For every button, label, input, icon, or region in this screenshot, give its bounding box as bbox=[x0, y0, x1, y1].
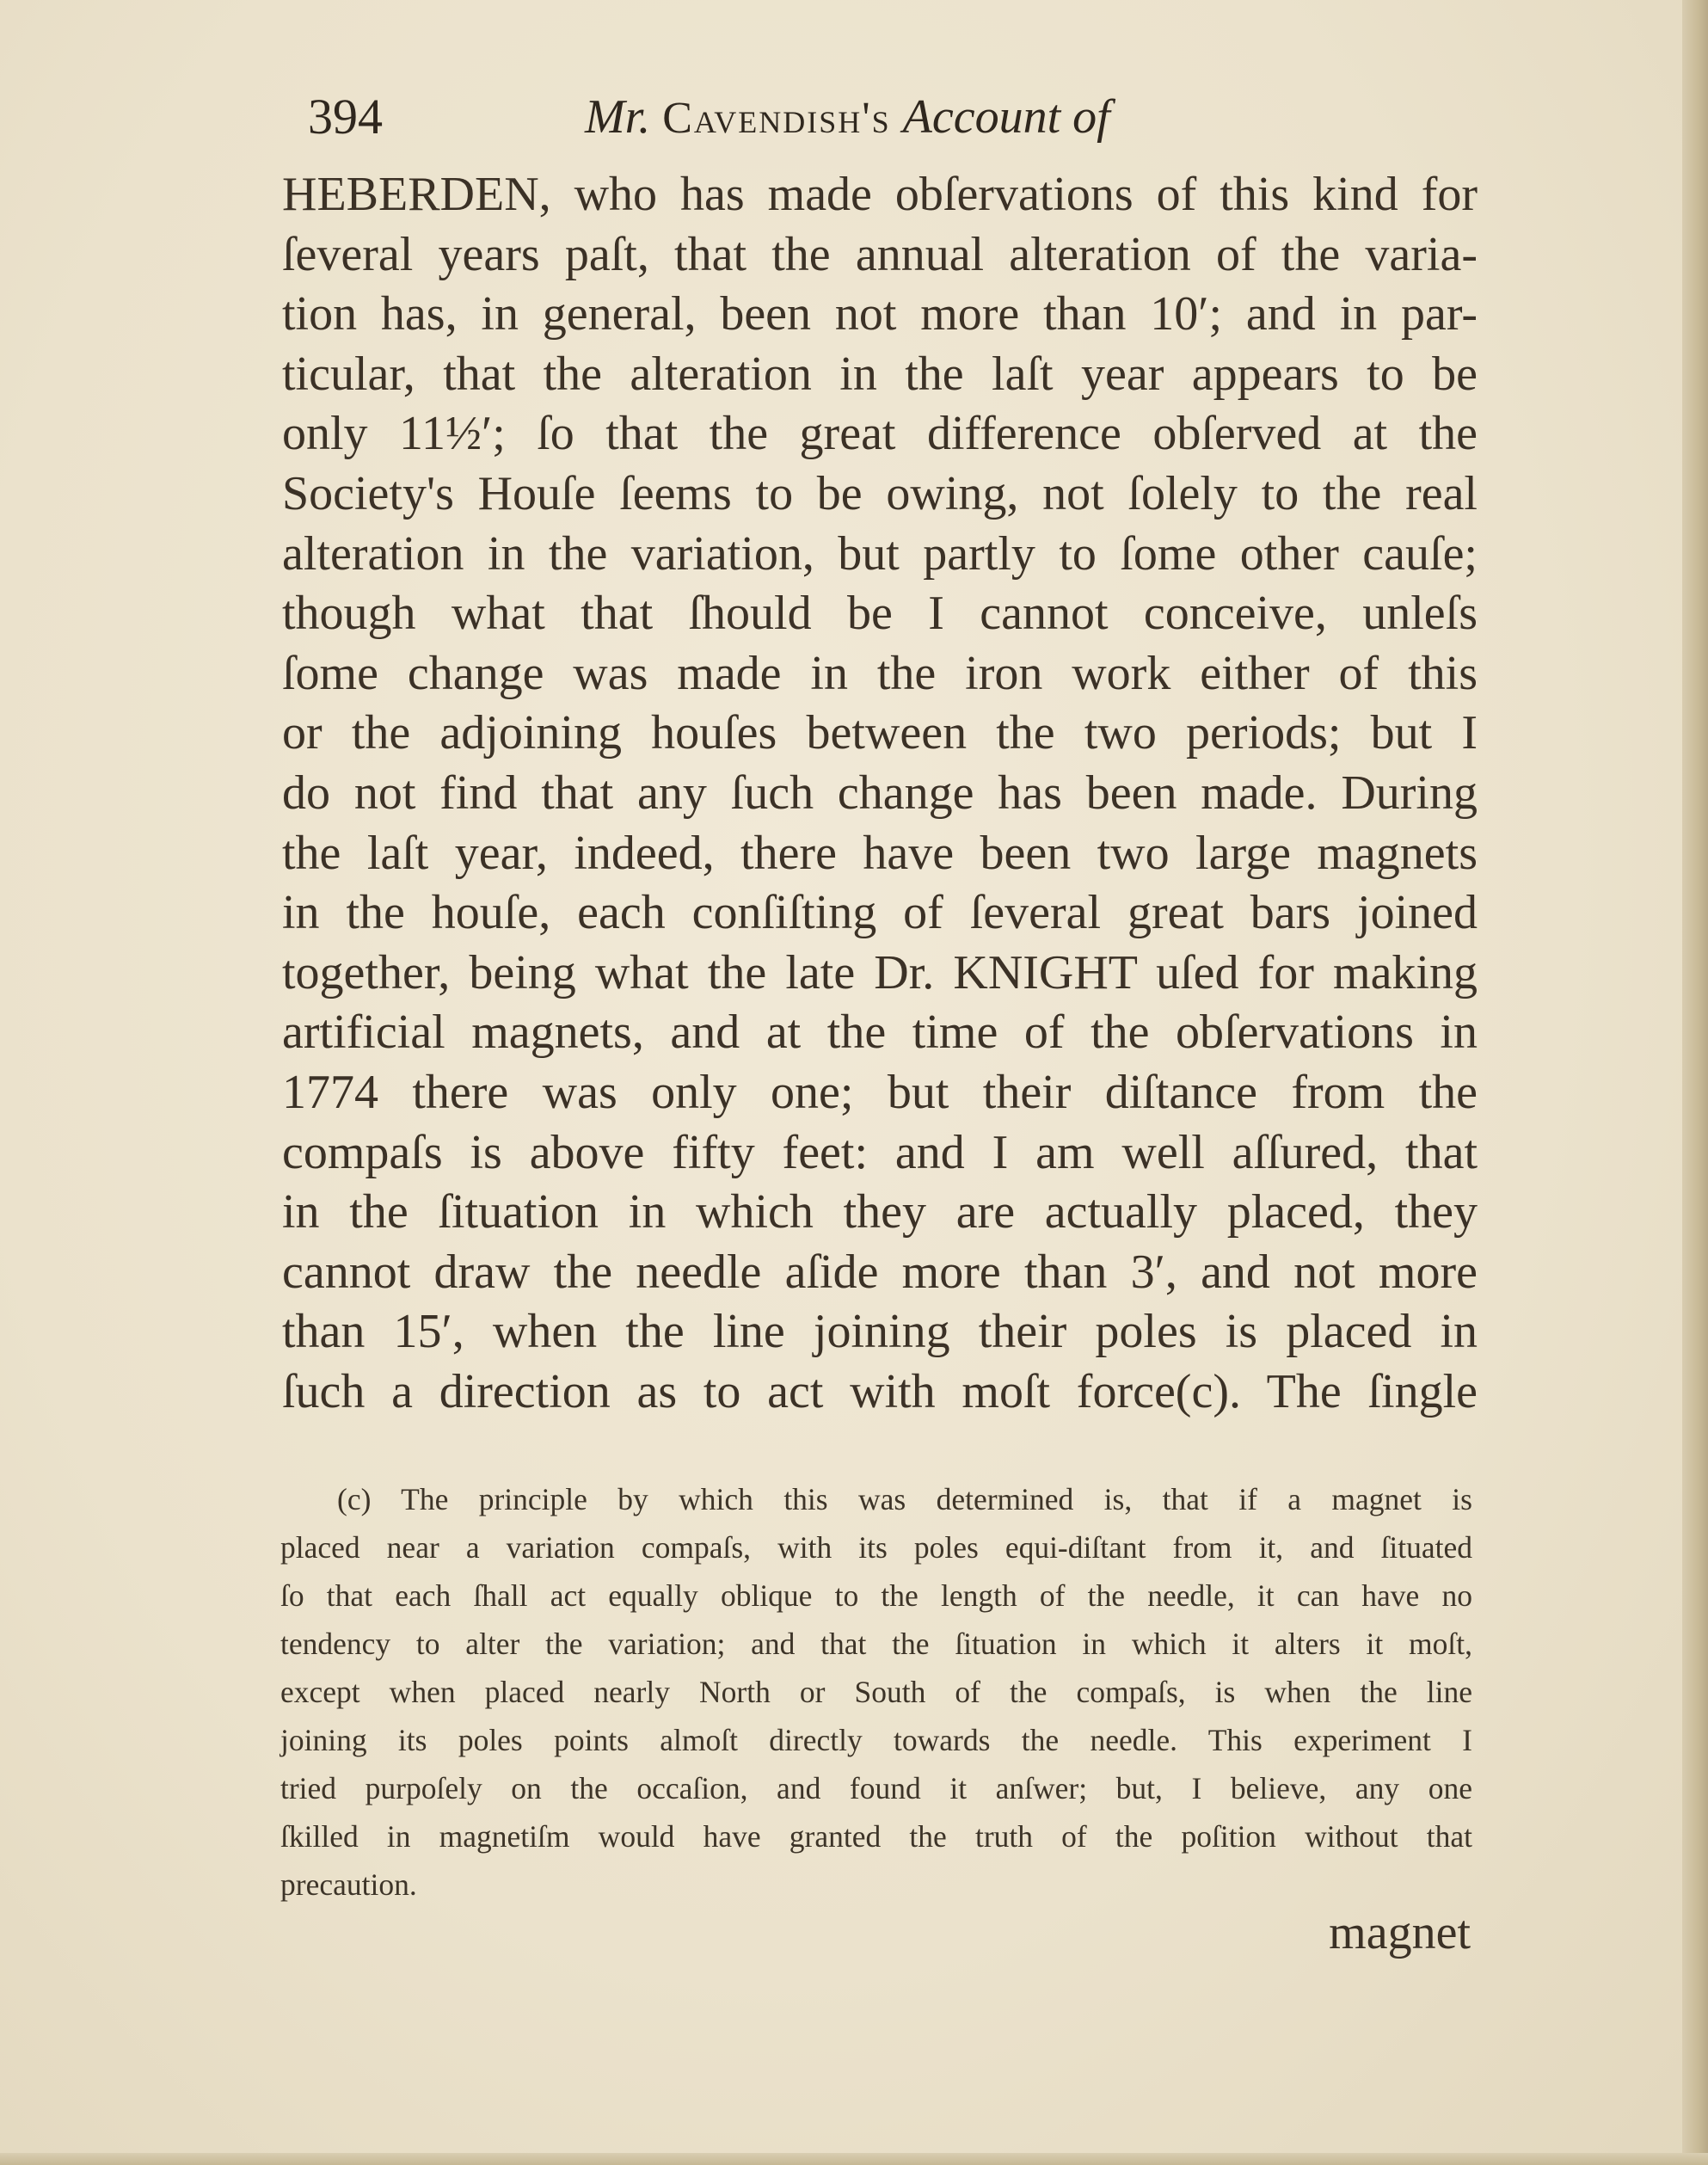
body-line: or the adjoining houſes between the two periods; but I bbox=[282, 706, 1478, 760]
body-line: ſome change was made in the iron work either of this bbox=[282, 646, 1478, 700]
footnote-line: tried purpoſely on the occaſion, and found it anſwer; but, I believe, any one bbox=[280, 1771, 1472, 1805]
body-line: artificial magnets, and at the time of the obſervations in bbox=[282, 1006, 1478, 1060]
footnote-line: ſkilled in magnetiſm would have granted the truth of the poſition without that bbox=[280, 1819, 1472, 1854]
body-line: ſuch a direction as to act with moſt force(c). The ſingle bbox=[282, 1364, 1478, 1418]
body-line: tion has, in general, been not more than 10′; and in par- bbox=[282, 287, 1478, 341]
page-number: 394 bbox=[308, 89, 383, 145]
body-line: Society's Houſe ſeems to be owing, not ſolely to the real bbox=[282, 466, 1478, 520]
body-line: HEBERDEN, who has made obſervations of this kind for bbox=[282, 168, 1478, 221]
body-line: do not find that any ſuch change has been made. During bbox=[282, 766, 1478, 820]
running-head-suffix: Account of bbox=[902, 90, 1110, 144]
body-line: the laſt year, indeed, there have been two large magnets bbox=[282, 826, 1478, 880]
body-line: together, being what the late Dr. KNIGHT uſed for making bbox=[282, 945, 1478, 999]
body-line: ſeveral years paſt, that the annual alteration of the varia- bbox=[282, 227, 1478, 281]
body-line: 1774 there was only one; but their diſtance from the bbox=[282, 1065, 1478, 1119]
catchword: magnet bbox=[1329, 1906, 1471, 1959]
running-head bbox=[585, 83, 1110, 153]
footnote-line: (c) The principle by which this was determined is, that if a magnet is bbox=[337, 1482, 1472, 1516]
footnote-line: tendency to alter the variation; and that the ſituation in which it alters it moſt, bbox=[280, 1627, 1472, 1661]
footnote-line: except when placed nearly North or South of the compaſs, is when the line bbox=[280, 1675, 1472, 1709]
page-edge-right bbox=[1682, 0, 1708, 2165]
body-line: only 11½′; ſo that the great difference obſerved at the bbox=[282, 407, 1478, 461]
body-line: ticular, that the alteration in the laſt year appears to be bbox=[282, 347, 1478, 401]
page-header bbox=[292, 83, 1496, 151]
body-line: though what that ſhould be I cannot conceive, unleſs bbox=[282, 587, 1478, 641]
running-head-name: Cavendish's bbox=[662, 94, 891, 143]
footnote-line: placed near a variation compaſs, with its poles equi-diſtant from it, and ſituated bbox=[280, 1530, 1472, 1565]
body-line: alteration in the variation, but partly to ſome other cauſe; bbox=[282, 526, 1478, 581]
body-line: in the houſe, each conſiſting of ſeveral great bars joined bbox=[282, 886, 1478, 940]
body-text bbox=[282, 165, 1478, 1422]
body-line: in the ſituation in which they are actually placed, they bbox=[282, 1185, 1478, 1239]
running-head-prefix: Mr. bbox=[585, 90, 651, 144]
body-line: compaſs is above fifty feet: and I am well aſſured, that bbox=[282, 1125, 1478, 1179]
body-line: cannot draw the needle aſide more than 3′, and not more bbox=[282, 1245, 1478, 1299]
footnote-line: joining its poles points almoſt directly towards the needle. This experiment I bbox=[280, 1723, 1472, 1757]
footnote bbox=[280, 1475, 1472, 1909]
page-edge-bottom bbox=[0, 2153, 1708, 2165]
body-line: than 15′, when the line joining their poles is placed in bbox=[282, 1305, 1478, 1359]
footnote-line: precaution. bbox=[280, 1867, 417, 1902]
footnote-line: ſo that each ſhall act equally oblique to the length of the needle, it can have no bbox=[280, 1578, 1472, 1613]
